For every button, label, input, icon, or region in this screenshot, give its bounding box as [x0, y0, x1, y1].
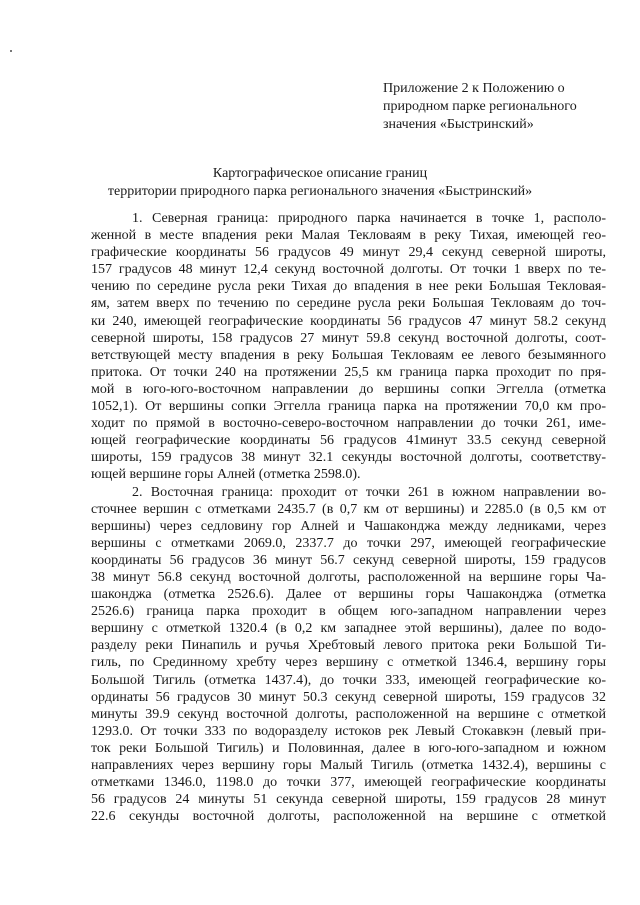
body-line: ющей вершине горы Алней (отметка 2598.0). — [91, 467, 361, 483]
appendix-note — [383, 80, 623, 134]
document-body — [91, 210, 606, 825]
body-line: сточнее вершин с отметками 2435.7 (в 0,7 км от вершины) и 2285.0 (в 0,5 км от — [91, 501, 606, 517]
body-line: гиль, по Срединному хребту через вершину с отметкой 1346.4, вершину горы — [91, 655, 606, 671]
body-line: вершины с отметками 2069.0, 2337.7 до точки 297, имеющей географические — [91, 535, 606, 551]
body-line: Большой Тигиль (отметка 1437.4), до точки 333, имеющей географические ко- — [91, 672, 606, 688]
body-line: отметками 1346.0, 1198.0 до точки 377, имеющей географические координаты — [91, 775, 606, 791]
document-title — [0, 165, 640, 201]
body-line: северной широты, 158 градусов 27 минут 59.8 секунд восточной долготы, соот- — [91, 330, 606, 346]
appendix-line: Приложение 2 к Положению о — [383, 81, 565, 96]
body-line: минуты 39.9 секунд восточной долготы, расположенной на вершине с отметкой — [91, 706, 606, 722]
body-line: чению по середине русла реки Тихая до впадения в нее реки Большая Текловая- — [91, 279, 606, 295]
body-line: вершины) через седловину гор Алней и Чашаконджа между ледниками, через — [91, 518, 606, 534]
body-line: 1052,1). От вершины сопки Эггелла граница парка на протяжении 70,0 км про- — [91, 399, 606, 415]
body-line: ходит по прямой в восточно-северо-восточном направлении до точки 261, име- — [91, 416, 606, 432]
body-line: ординаты 56 градусов 30 минут 50.3 секунд северной широты, 159 градусов 32 — [91, 689, 606, 705]
title-line: Картографическое описание границ — [212, 166, 428, 181]
body-line: притока. От точки 240 на протяжении 25,5 км граница парка проходит по пря- — [91, 364, 606, 380]
body-line: 38 минут 56.8 секунд восточной долготы, расположенной на вершине горы Ча- — [91, 569, 606, 585]
body-line: вершину с отметкой 1320.4 (в 0,2 км западнее этой вершины), далее по водо- — [91, 621, 606, 637]
body-line: направлениях через вершину горы Малый Тигиль (отметка 1432.4), вершины с — [91, 758, 606, 773]
body-line: ки 240, имеющей географические координаты 56 градусов 47 минут 58.2 секунд — [91, 313, 606, 329]
body-line: ющей географические координаты 56 градусов 41минут 33.5 секунд северной — [91, 433, 606, 449]
appendix-line: значения «Быстринский» — [383, 117, 534, 132]
body-line: 22.6 секунды восточной долготы, расположенной на вершине с отметкой — [91, 809, 606, 825]
body-line: координаты 56 градусов 36 минут 56.7 секунд северной широты, 159 градусов — [91, 552, 606, 568]
body-line: шаконджа (отметка 2526.6). Далее от вершины горы Чашаконджа (отметка — [91, 587, 606, 603]
body-line: 1293.0. От точки 333 по водоразделу истоков рек Левый Стокавкэн (левый при- — [91, 723, 606, 739]
body-line: ток реки Большой Тигиль) и Половинная, далее в юго-юго-западном и южном — [91, 740, 606, 756]
title-line: территории природного парка регионального значения «Быстринский» — [107, 184, 533, 199]
body-line: 2. Восточная граница: проходит от точки 261 в южном направлении во- — [132, 484, 606, 500]
body-line: разделу реки Пинапиль и ручья Хребтовый левого притока реки Большой Ти- — [91, 638, 606, 654]
body-line: женной в месте впадения реки Малая Текловаям в реку Тихая, имеющей гео- — [91, 228, 606, 244]
body-line: мой в юго-юго-восточном направлении до вершины сопки Эггелла (отметка — [91, 381, 606, 397]
body-line: 56 градусов 24 минуты 51 секунда северной широты, 159 градусов 28 минут — [91, 792, 606, 808]
body-line: графические координаты 56 градусов 49 минут 29,4 секунд северной широты, — [91, 245, 606, 261]
body-line: 2526.6) граница парка проходит в общем юго-западном направлении через — [91, 604, 606, 620]
body-line: 157 градусов 48 минут 12,4 секунд восточной долготы. От точки 1 вверх по те- — [91, 262, 606, 278]
body-line: ям, затем вверх по течению по середине русла реки Большая Текловаям до точ- — [91, 296, 606, 312]
appendix-line: природном парке регионального — [383, 99, 577, 114]
body-line: 1. Северная граница: природного парка начинается в точке 1, располо- — [132, 211, 606, 226]
body-line: ветствующей месту впадения в реку Большая Текловаям ее левого безымянного — [91, 347, 606, 363]
scan-speck — [10, 50, 12, 52]
body-line: широты, 159 градусов 38 минут 32.1 секунды восточной долготы, соответству- — [91, 450, 606, 466]
